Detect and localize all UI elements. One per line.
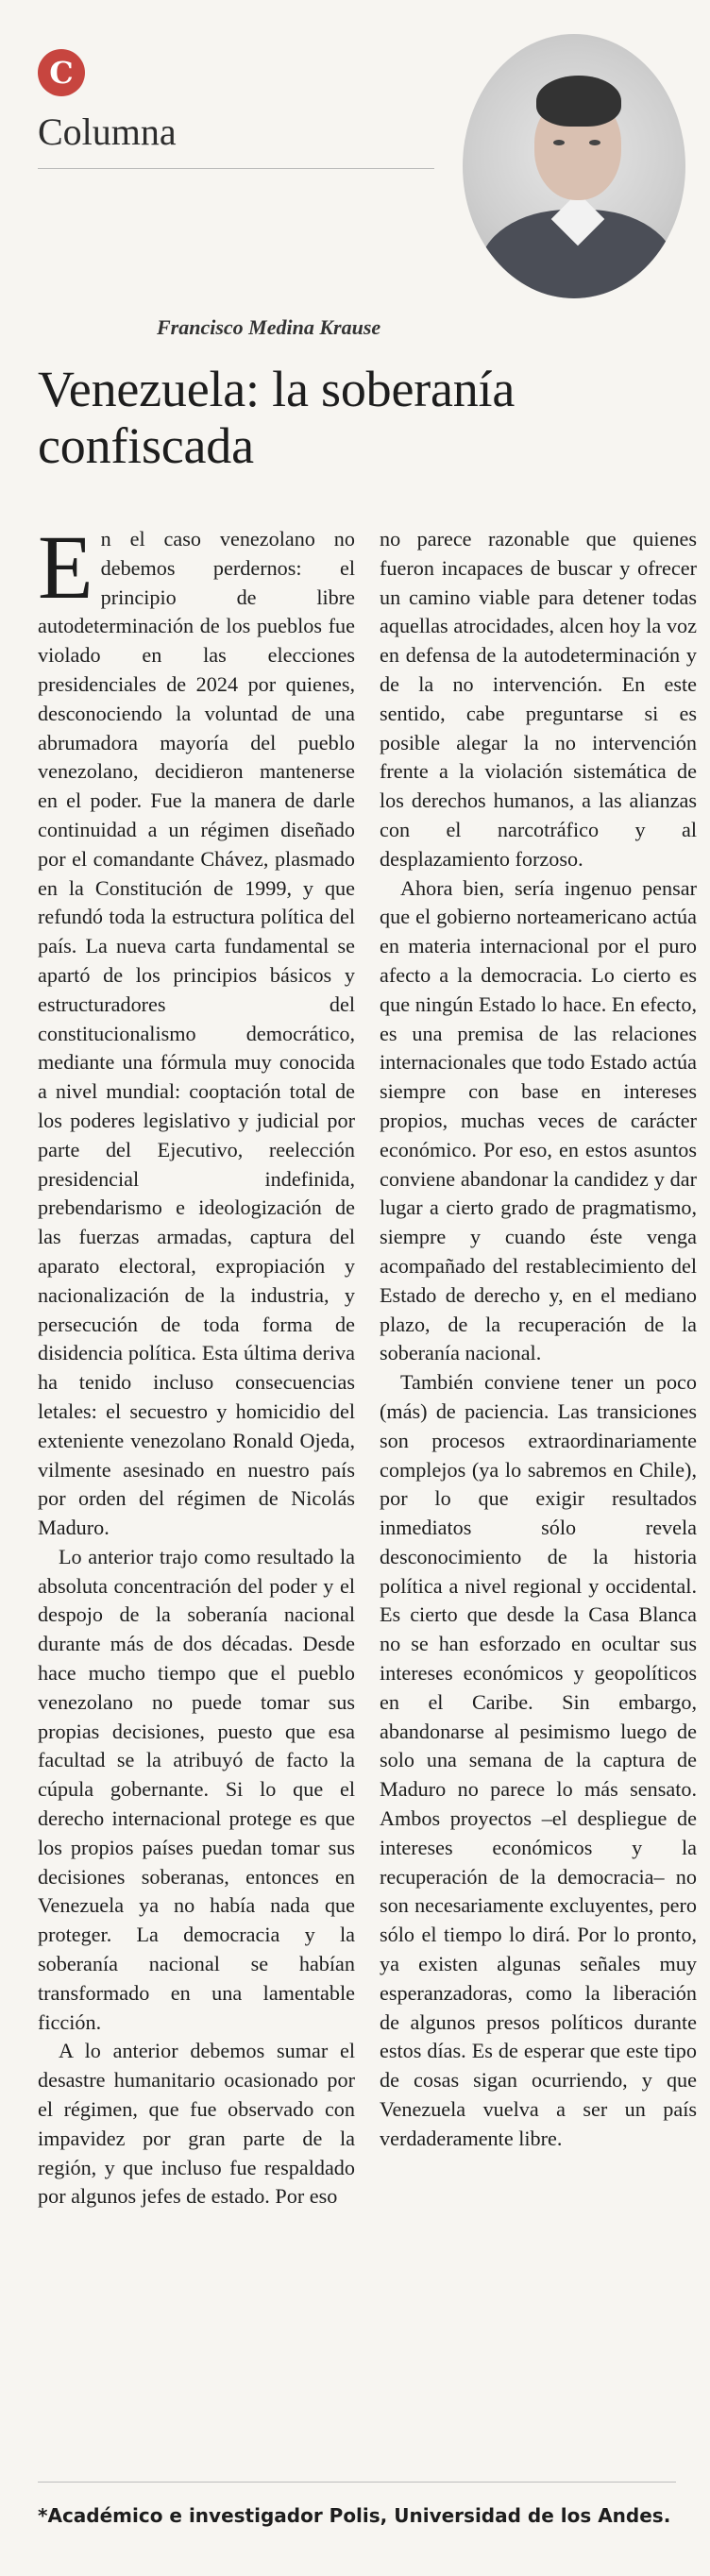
paragraph: A lo anterior debemos sumar el desastre humanitario ocasionado por el régimen, que fue observado con impavidez por gran parte de la región, y que incluso fue respaldado por algunos jefes de estado. Por eso [38,2039,355,2209]
paragraph: También conviene tener un poco (más) de paciencia. Las transiciones son procesos extraordinariamente complejos (ya lo sabremos en Chile), por lo que exigir resultados inmediatos sólo revela desconocimiento de la historia política a nivel regional y occidental. Es cierto que desde la Casa Blanca no se han esforzado en ocultar sus intereses económicos y geopolíticos en el Caribe. Sin embargo, abandonarse al pesimismo luego de solo una semana de la captura de Maduro no parece lo más sensato. Ambos proyectos –el despliegue de intereses económicos y la recuperación de la democracia– no son necesariamente excluyentes, pero sólo el tiempo lo dirá. Por lo pronto, ya existen algunas señales muy esperanzadoras, como la liberación de algunos presos políticos durante estos días. Es de esperar que este tipo de cosas sigan ocurriendo, y que Venezuela vuelva a ser un país verdaderamente libre. [380,1370,697,2150]
author-photo [463,34,685,298]
headline: Venezuela: la soberanía confiscada [38,361,516,474]
paragraph: Lo anterior trajo como resultado la absoluta concentración del poder y el despojo de la soberanía nacional durante más de dos décadas. Desde hace mucho tiempo que el pueblo venezolano no puede tomar sus propias decisiones, puesto que esa facultad se la atribuyó de facto la cúpula gobernante. Si lo que el derecho internacional protege es que los propios países puedan tomar sus decisiones soberanas, entonces en Venezuela ya no había nada que proteger. La democracia y la soberanía nacional se habían transformado en una lamentable ficción. [38,1544,355,2034]
header-divider [38,168,434,169]
left-eye-shape [553,140,565,145]
article-column-2 [380,525,697,2154]
right-eye-shape [589,140,600,145]
section-label: Columna [38,110,177,153]
paragraph-text: n el caso venezolano no debemos perdernos: el principio de libre autodeterminación de los pueblos fue violado en las elecciones presidenciales de 2024 por quienes, desconociendo la voluntad de una abrumadora mayoría del pueblo venezolano, decidieron mantenerse en el poder. Fue la manera de darle continuidad a un régimen diseñado por el comandante Chávez, plasmado en la Constitución de 1999, y que refundó toda la estructura política del país. La nueva carta fundamental se apartó de los principios básicos y estructuradores del constitucionalismo democrático, mediante una fórmula muy conocida a nivel mundial: cooptación total de los poderes legislativo y judicial por parte del Ejecutivo, reelección presidencial indefinida, prebendarismo e ideologización de las fuerzas armadas, captura del aparato electoral, expropiación y nacionalización de la industria, y persecución de toda forma de disidencia política. Esta última deriva ha tenido incluso consecuencias letales: el secuestro y homicidio del exteniente venezolano Ronald Ojeda, vilmente asesinado en nuestro país por orden del régimen de Nicolás Maduro. [38,527,355,1540]
author-name: Francisco Medina Krause [157,315,381,339]
author-credit-footnote: *Académico e investigador Polis, Universidad de los Andes. [38,2504,671,2527]
section-badge: C [38,49,85,96]
hair-shape [536,76,621,127]
footer-divider [38,2482,676,2483]
paragraph [38,517,355,1543]
paragraph: no parece razonable que quienes fueron incapaces de buscar y ofrecer un camino viable para detener todas aquellas atrocidades, alcen hoy la voz en defensa de la autodeterminación y de la no intervención. En este sentido, cabe preguntarse si es posible alegar la no intervención frente a la violación sistemática de los derechos humanos, a las alianzas con el narcotráfico y al desplazamiento forzoso. [380,527,697,871]
article-column-1 [38,517,355,2212]
paragraph: Ahora bien, sería ingenuo pensar que el gobierno norteamericano actúa en materia internacional por el puro afecto a la democracia. Lo cierto es que ningún Estado lo hace. En efecto, es una premisa de las relaciones internacionales que todo Estado actúa siempre con base en intereses propios, muchas veces de carácter económico. Por eso, en estos asuntos conviene abandonar la candidez y dar lugar a cierto grado de pragmatismo, siempre y cuando éste venga acompañado del restablecimiento del Estado de derecho y, en el mediano plazo, de la recuperación de la soberanía nacional. [380,875,697,1365]
drop-cap: E [38,517,93,618]
